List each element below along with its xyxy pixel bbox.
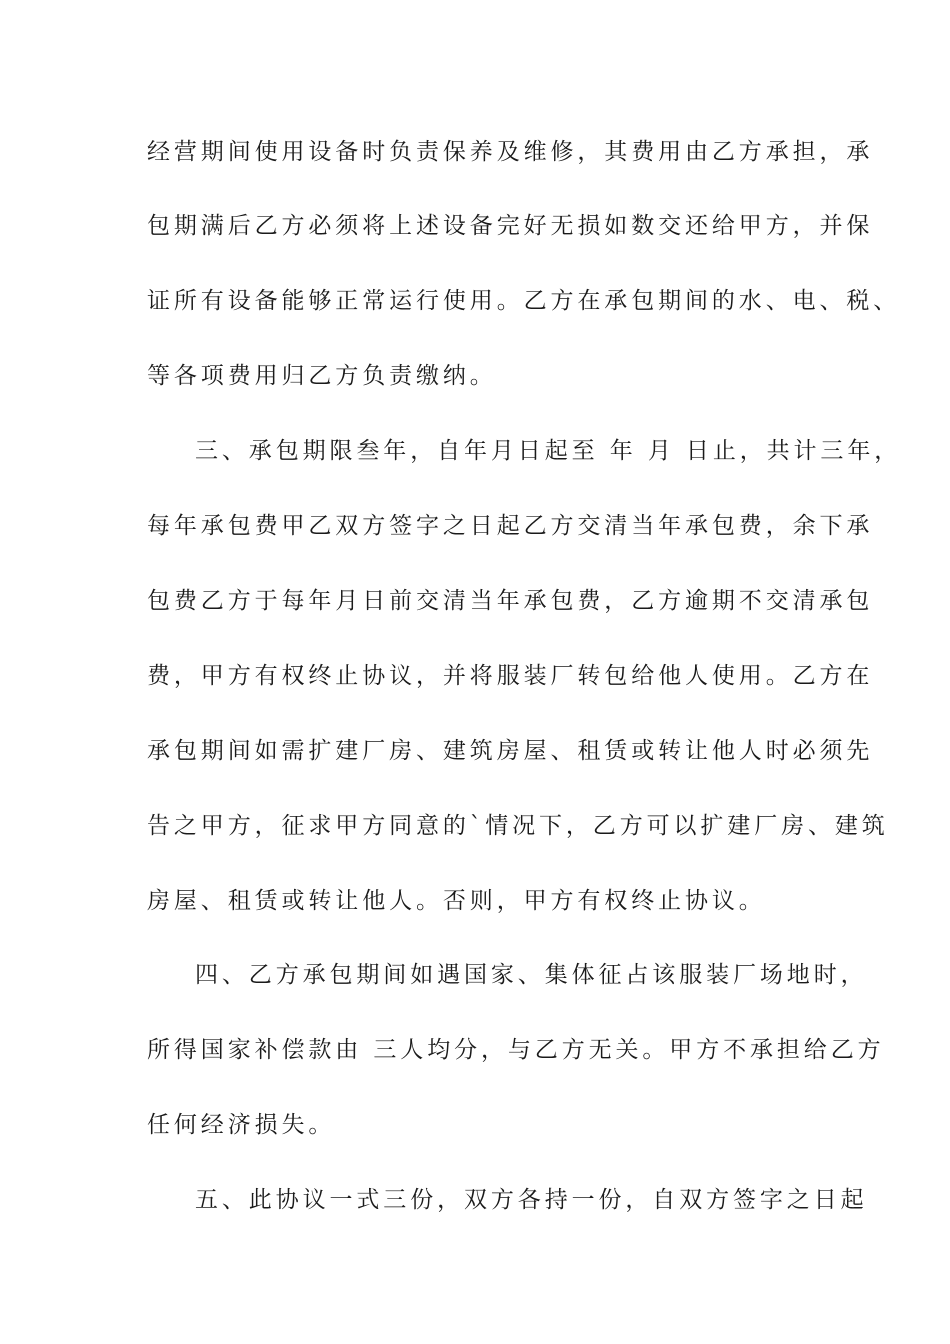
text-line: 经营期间使用设备时负责保养及维修，其费用由乙方承担，承 <box>147 139 874 165</box>
text-line: 房屋、租赁或转让他人。否则，甲方有权终止协议。 <box>147 888 766 914</box>
paragraph-five-start: 五、此协议一式三份，双方各持一份，自双方签字之日起 <box>195 1187 868 1213</box>
text-line: 每年承包费甲乙双方签字之日起乙方交清当年承包费，余下承 <box>147 513 874 539</box>
text-line: 费，甲方有权终止协议，并将服装厂转包给他人使用。乙方在 <box>147 663 874 689</box>
paragraph-three-start: 三、承包期限叁年，自年月日起至 年 月 日止，共计三年， <box>195 438 902 464</box>
text-line: 等各项费用归乙方负责缴纳。 <box>147 363 497 389</box>
text-line: 包费乙方于每年月日前交清当年承包费，乙方逾期不交清承包 <box>147 588 874 614</box>
text-line: 告之甲方，征求甲方同意的`情况下，乙方可以扩建厂房、建筑 <box>147 813 889 839</box>
paragraph-four-start: 四、乙方承包期间如遇国家、集体征占该服装厂场地时， <box>195 962 868 988</box>
text-line: 证所有设备能够正常运行使用。乙方在承包期间的水、电、税、 <box>147 288 901 314</box>
text-line: 承包期间如需扩建厂房、建筑房屋、租赁或转让他人时必须先 <box>147 738 874 764</box>
text-line: 包期满后乙方必须将上述设备完好无损如数交还给甲方，并保 <box>147 213 874 239</box>
text-line: 所得国家补偿款由 三人均分，与乙方无关。甲方不承担给乙方 <box>147 1037 885 1063</box>
text-line: 任何经济损失。 <box>147 1112 336 1138</box>
